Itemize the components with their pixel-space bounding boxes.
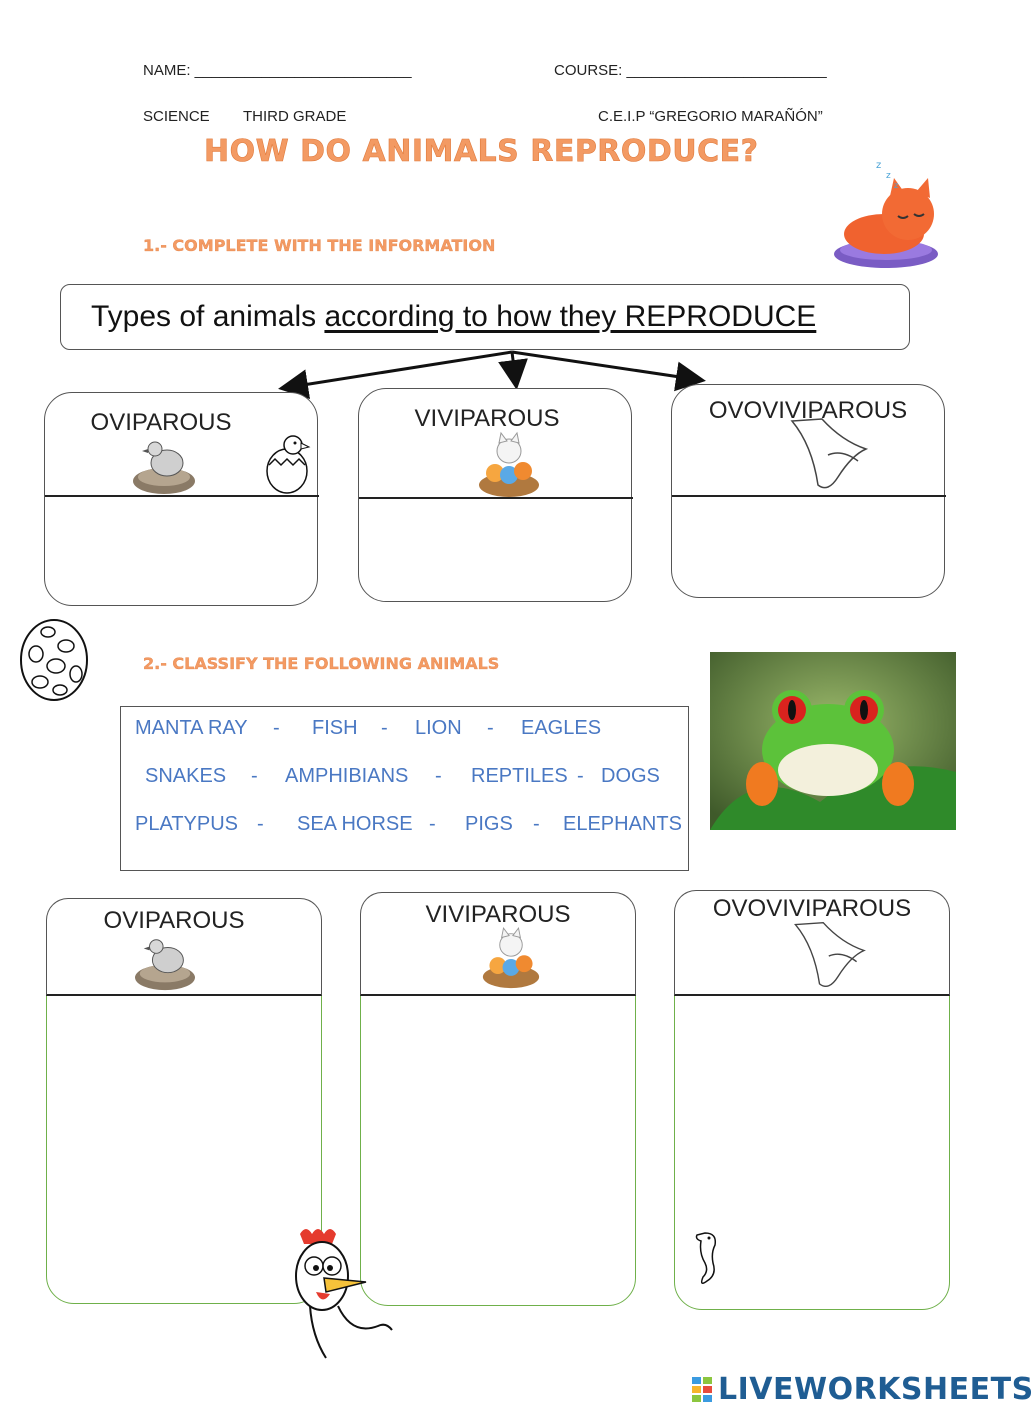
page-title: HOW DO ANIMALS REPRODUCE?	[204, 134, 759, 169]
word-item[interactable]: PLATYPUS	[135, 813, 238, 835]
dropzone-ovoviviparous[interactable]	[674, 890, 950, 1310]
word-item[interactable]: SEA HORSE	[297, 813, 413, 835]
svg-text:z: z	[894, 181, 899, 190]
name-field[interactable]: NAME: __________________________	[143, 62, 412, 79]
sleeping-cat-icon	[828, 156, 948, 276]
separator: -	[435, 765, 442, 787]
separator: -	[273, 717, 280, 739]
word-item[interactable]: LION	[415, 717, 462, 739]
section2-heading: 2.- CLASSIFY THE FOLLOWING ANIMALS	[143, 654, 500, 673]
word-item[interactable]: REPTILES	[471, 765, 568, 787]
footer-logo	[692, 1372, 1034, 1407]
separator: -	[251, 765, 258, 787]
types-underlined: according to how they REPRODUCE	[324, 300, 817, 333]
card-ovoviviparous	[671, 384, 945, 598]
card-viviparous-label: VIVIPAROUS	[414, 405, 560, 432]
hatching-chick-icon	[263, 431, 313, 497]
word-item[interactable]: ELEPHANTS	[563, 813, 682, 835]
word-item[interactable]: AMPHIBIANS	[285, 765, 409, 787]
card-oviparous-label: OVIPAROUS	[90, 409, 232, 436]
frog-photo	[710, 652, 956, 830]
course-field[interactable]: COURSE: ________________________	[554, 62, 827, 79]
dropzone-oviparous-label: OVIPAROUS	[103, 907, 245, 934]
separator: -	[577, 765, 584, 787]
separator: -	[533, 813, 540, 835]
svg-text:z: z	[886, 171, 891, 181]
animals-word-box	[120, 706, 689, 871]
word-item[interactable]: EAGLES	[521, 717, 602, 739]
dropzone-ovoviviparous-label: OVOVIVIPAROUS	[712, 895, 912, 922]
grade-label: THIRD GRADE	[243, 108, 347, 125]
separator: -	[487, 717, 494, 739]
rooster-icon	[286, 1226, 402, 1360]
dropzone-ovoviviparous-header	[674, 890, 950, 996]
separator: -	[381, 717, 388, 739]
cats-basket-icon	[477, 433, 541, 499]
word-item[interactable]: SNAKES	[145, 765, 227, 787]
liveworksheets-logo-icon	[692, 1377, 714, 1403]
svg-text:z: z	[876, 160, 882, 171]
cats-basket-icon	[481, 927, 541, 991]
arrow-middle	[512, 352, 516, 384]
subject-label: SCIENCE	[143, 108, 210, 125]
word-item[interactable]: FISH	[312, 717, 358, 739]
card-oviparous	[44, 392, 318, 606]
word-item[interactable]: PIGS	[465, 813, 513, 835]
spotted-egg-icon	[18, 616, 90, 702]
dropzone-oviparous-header	[46, 898, 322, 996]
word-item[interactable]: MANTA RAY	[135, 717, 248, 739]
seahorse-icon	[689, 1229, 729, 1291]
card-ovoviviparous-label: OVOVIVIPAROUS	[708, 397, 908, 424]
dropzone-oviparous[interactable]	[46, 898, 322, 1304]
separator: -	[257, 813, 264, 835]
card-viviparous	[358, 388, 632, 602]
school-label: C.E.I.P “GREGORIO MARAÑÓN”	[598, 108, 823, 125]
arrow-left	[284, 352, 512, 388]
dropzone-viviparous-label: VIVIPAROUS	[425, 901, 571, 928]
word-item[interactable]: DOGS	[601, 765, 660, 787]
section1-heading: 1.- COMPLETE WITH THE INFORMATION	[143, 236, 496, 255]
separator: -	[429, 813, 436, 835]
manta-ray-icon	[782, 415, 868, 497]
hen-nest-icon	[131, 435, 197, 497]
dropzone-viviparous-header	[360, 892, 636, 996]
manta-ray-icon	[785, 919, 867, 995]
types-prefix: Types of animals	[91, 300, 325, 333]
liveworksheets-logo-text: LIVEWORKSHEETS	[718, 1372, 1034, 1407]
hen-nest-icon	[133, 933, 197, 993]
arrow-right	[512, 352, 700, 380]
